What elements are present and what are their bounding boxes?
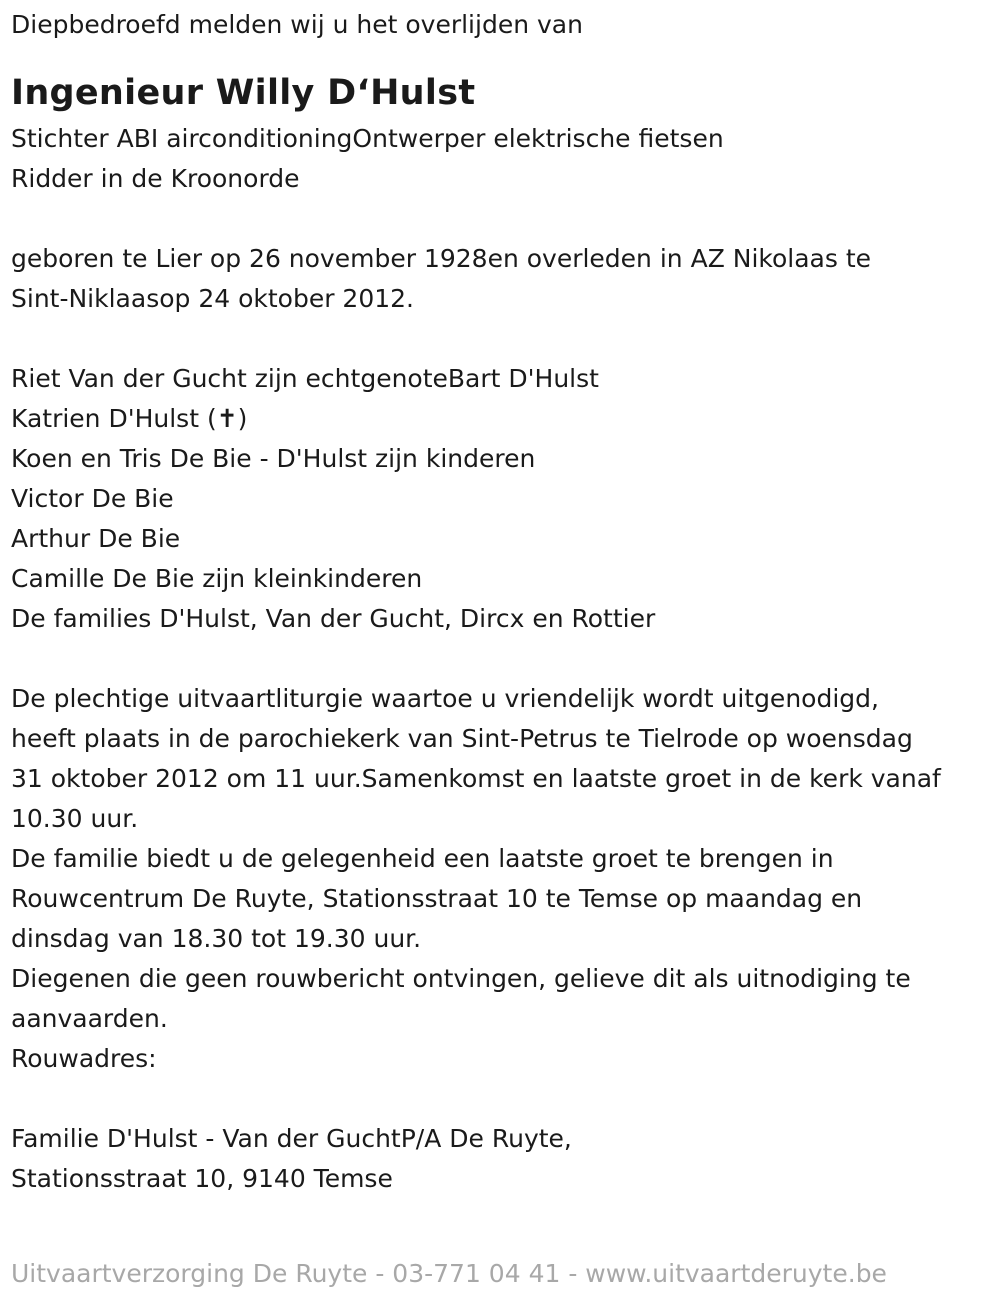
deceased-name: Ingenieur Willy D‘Hulst: [11, 73, 476, 113]
family-line: Katrien D'Hulst (✝): [11, 404, 248, 433]
ceremony-line: aanvaarden.: [11, 1004, 168, 1033]
ceremony-line: De plechtige uitvaartliturgie waartoe u vriendelijk wordt uitgenodigd,: [11, 684, 879, 713]
birth-death-block: [11, 239, 991, 319]
title-line: Ridder in de Kroonorde: [11, 164, 300, 193]
title-line: Stichter ABI airconditioningOntwerper elektrische fietsen: [11, 124, 724, 153]
family-line: Riet Van der Gucht zijn echtgenoteBart D'Hulst: [11, 364, 599, 393]
family-line: Koen en Tris De Bie - D'Hulst zijn kinderen: [11, 444, 536, 473]
family-line: Victor De Bie: [11, 484, 174, 513]
address-line: Familie D'Hulst - Van der GuchtP/A De Ruyte,: [11, 1124, 572, 1153]
ceremony-line: 31 oktober 2012 om 11 uur.Samenkomst en laatste groet in de kerk vanaf: [11, 764, 941, 793]
ceremony-line: dinsdag van 18.30 tot 19.30 uur.: [11, 924, 422, 953]
family-line: Arthur De Bie: [11, 524, 181, 553]
ceremony-block: [11, 679, 991, 1079]
address-line: Stationsstraat 10, 9140 Temse: [11, 1164, 393, 1193]
spacer: [11, 199, 991, 239]
spacer: [11, 639, 991, 679]
funeral-director-footer: Uitvaartverzorging De Ruyte - 03-771 04 41 - www.uitvaartderuyte.be: [11, 1259, 887, 1288]
family-line: Camille De Bie zijn kleinkinderen: [11, 564, 423, 593]
intro-text: Diepbedroefd melden wij u het overlijden van: [11, 10, 583, 39]
birth-death-line: geboren te Lier op 26 november 1928en overleden in AZ Nikolaas te: [11, 244, 872, 273]
ceremony-line: heeft plaats in de parochiekerk van Sint-Petrus te Tielrode op woensdag: [11, 724, 913, 753]
ceremony-line: De familie biedt u de gelegenheid een laatste groet te brengen in: [11, 844, 834, 873]
address-block: [11, 1119, 991, 1199]
rouwadres-label: Rouwadres:: [11, 1044, 157, 1073]
ceremony-line: Diegenen die geen rouwbericht ontvingen, gelieve dit als uitnodiging te: [11, 964, 911, 993]
obituary-notice: [11, 0, 991, 1199]
family-line: De families D'Hulst, Van der Gucht, Dircx en Rottier: [11, 604, 656, 633]
ceremony-line: 10.30 uur.: [11, 804, 139, 833]
titles-block: [11, 119, 991, 199]
ceremony-line: Rouwcentrum De Ruyte, Stationsstraat 10 te Temse op maandag en: [11, 884, 863, 913]
birth-death-line: Sint-Niklaasop 24 oktober 2012.: [11, 284, 415, 313]
spacer: [11, 319, 991, 359]
spacer: [11, 1079, 991, 1119]
family-block: [11, 359, 991, 639]
